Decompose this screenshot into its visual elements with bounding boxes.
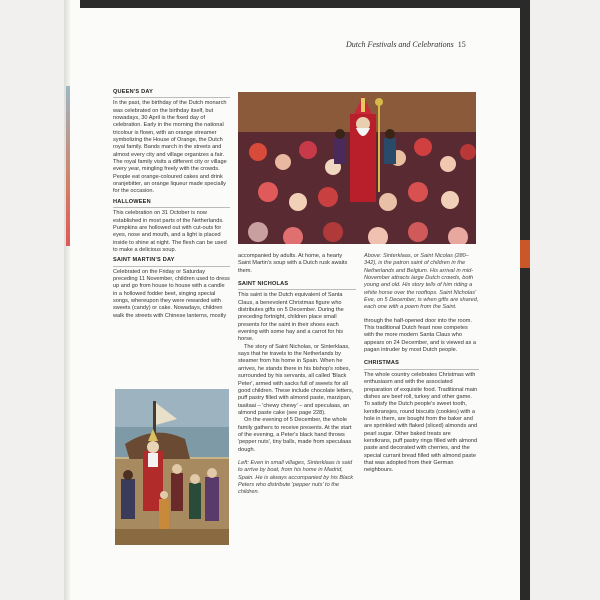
running-header-title: Dutch Festivals and Celebrations — [346, 40, 454, 49]
queens-day-heading: QUEEN'S DAY — [113, 89, 230, 98]
running-header — [346, 40, 466, 49]
saint-martins-heading: SAINT MARTIN'S DAY — [113, 257, 230, 266]
saint-martins-continued-text: accompanied by adults. At home, a hearty Saint Martin's soup with a Dutch rusk awaits them. — [238, 253, 348, 274]
christmas-text: The whole country celebrates Christmas with enthusiasm and with the associated preparation of exquisite food. Traditional main dishes are beef roll, turkey and other game. To satisfy the Dutch people's sweet tooth, kerstkransjes, round biscuits (cookies) with a hole in them, are bought from the baker and are sprinkled with flaked (sliced) almonds and pearl sugar. Other baked treats are kerstkrans, puff pastry rings filled with almond paste and decorated with cherries, and the special currant bread filled with almond paste that was adopted from their German neighbours. — [364, 371, 478, 474]
halloween-text: This celebration on 31 October is now established in most parts of the Netherlands. Pumpkins are hollowed out with cut-outs for eyes, nose and mouth, and a light is placed inside to shine at night. The flesh can be used to make a delicious soup. — [113, 210, 227, 253]
saint-nicholas-para-1: This saint is the Dutch equivalent of Santa Claus, a benevolent Christmas figure who distributes gifts on 5 December. During the preceding fortnight, children place small presents for the saint in their shoes each evening with some hay and a carrot for his horse. — [238, 292, 344, 343]
caption-left: Left: Even in small villages, Sinterklaas is said to arrive by boat, from his home in Madrid, Spain. He is always accompanied by his Black Peters who distribute 'pepper nuts' to the children. — [238, 459, 354, 496]
caption-above: Above: Sinterklaas, or Saint Nicolas (280–342), is the patron saint of children in the Netherlands and Belgium. His arrival in mid-November attracts large Dutch crowds, both young and old. His story tells of him riding a white horse over the rooftops. Saint Nicholas' Eve, on 5 December, is when gifts are shared, each one with a poem from the Saint. — [364, 253, 479, 311]
top-band — [80, 0, 524, 8]
page-number: 15 — [457, 40, 466, 49]
page-edge-right — [520, 0, 530, 600]
christmas-heading: CHRISTMAS — [364, 360, 479, 369]
saint-martins-text: Celebrated on the Friday or Saturday preceding 11 November, children used to dress up and go from house to house with a candle in a hollowed fodder beet, singing special songs, whereupon they were rewarded with sweets (candy) or cake. Nowadays, children walk the streets with Chinese lanterns, mostly — [113, 268, 230, 319]
queens-day-text: In the past, the birthday of the Dutch monarch was celebrated on the birthday itself, but nowadays, 30 April is the fixed day of celebration. Early in the morning the national tricolour is flown, with an orange streamer symbolizing the House of Orange, the Dutch royal family. Bands march in the streets and almost every city and village organizes a fair. The royal family visits a different city or village every year, mingling freely with the crowds. People eat orange-coloured cakes and drink oranjebitter, an orange liqueur made specially for the occasion. — [113, 100, 227, 195]
sinterklaas-boat-illustration — [115, 389, 229, 545]
sinterklaas-crowd-photo — [238, 92, 476, 244]
saint-nicholas-para-2: The story of Saint Nicholas, or Sinterklaas, says that he travels to the Netherlands by steamer from his home in Spain. When he arrives, he stands there in his bishop's robes, surrounded by his servants, all called 'Black Peter', armed with sacks full of sweets for all good children. These include chocolate letters, puff pastry filled with almond paste, marzipan, taaitaai – 'chewy chewy' – and speculaas, an almond paste cake (see page 228). — [238, 343, 354, 416]
column-2 — [238, 253, 356, 497]
saint-nicholas-para-3: On the evening of 5 December, the whole family gathers to receive presents. At the start of the evening, a Peter's black hand throws 'pepper nuts', tiny balls, made from speculaas dough. — [238, 417, 352, 453]
halloween-heading: HALLOWEEN — [113, 199, 230, 208]
page-edge-tab — [520, 240, 530, 268]
saint-nicholas-continued-text: through the half-opened door into the room. This traditional Dutch feast now competes with the more modern Santa Claus who appears on 24 December, and is viewed as a pagan intruder by most Dutch people. — [364, 317, 476, 354]
column-3 — [364, 253, 479, 475]
column-1 — [113, 89, 230, 320]
saint-nicholas-heading: SAINT NICHOLAS — [238, 281, 356, 290]
